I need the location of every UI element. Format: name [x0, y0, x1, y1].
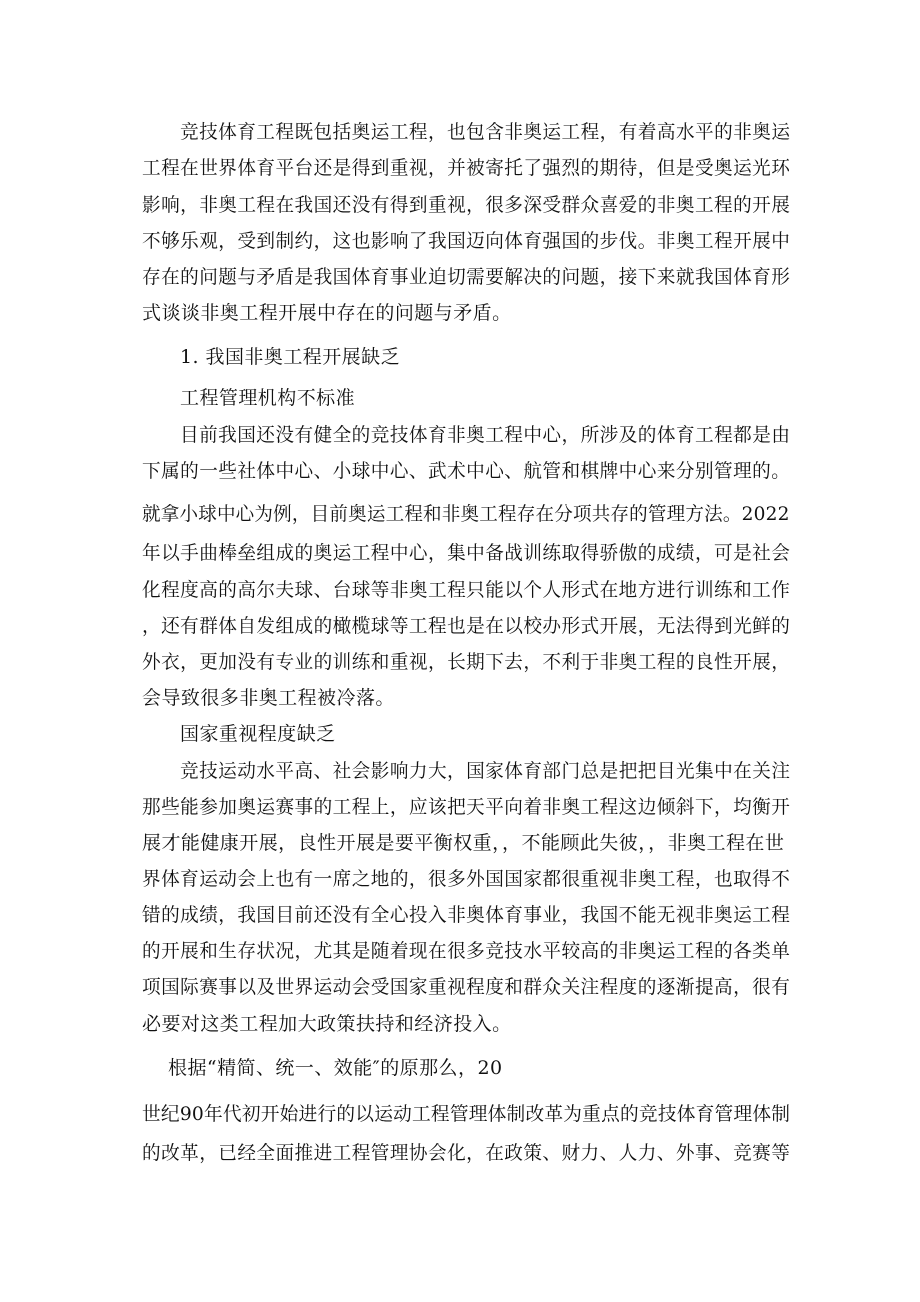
paragraph-2-line-1: 目前我国还没有健全的竞技体育非奥工程中心，所涉及的体育工程都是由 [180, 424, 791, 446]
paragraph-2-line-3: 就拿小球中心为例，目前奥运工程和非奥工程存在分项共存的管理方法。2022 [142, 503, 790, 525]
paragraph-4-line-1: 世纪90年代初开始进行的以运动工程管理体制改革为重点的竞技体育管理体制 [142, 1103, 791, 1125]
paragraph-1-line-2: 工程在世界体育平台还是得到重视，并被寄托了强烈的期待，但是受奥运光环 [142, 157, 791, 179]
paragraph-1-line-3: 影响，非奥工程在我国还没有得到重视，很多深受群众喜爱的非奥工程的开展 [142, 194, 791, 216]
paragraph-3-line-5: 错的成绩，我国目前还没有全心投入非奥体育事业，我国不能无视非奥运工程 [142, 904, 791, 926]
paragraph-1-line-4: 不够乐观，受到制约，这也影响了我国迈向体育强国的步伐。非奥工程开展中 [142, 230, 791, 252]
paragraph-3-line-2: 那些能参加奥运赛事的工程上，应该把天平向着非奥工程这边倾斜下，均衡开 [142, 796, 791, 818]
paragraph-1-line-5: 存在的问题与矛盾是我国体育事业迫切需要解决的问题，接下来就我国体育形 [142, 266, 791, 288]
paragraph-2-line-2: 下属的一些社体中心、小球中心、武术中心、航管和棋牌中心来分别管理的。 [142, 460, 791, 482]
paragraph-3-line-1: 竞技运动水平高、社会影响力大，国家体育部门总是把把目光集中在关注 [180, 760, 791, 782]
paragraph-4-line-2: 的改革，已经全面推进工程管理协会化，在政策、财力、人力、外事、竞赛等 [142, 1142, 791, 1164]
section-heading: 1. 我国非奥工程开展缺乏 [180, 346, 401, 368]
paragraph-2-line-4: 年以手曲棒垒组成的奥运工程中心，集中备战训练取得骄傲的成绩，可是社会 [142, 542, 791, 564]
paragraph-2-line-8: 会导致很多非奥工程被冷落。 [142, 687, 395, 709]
paragraph-3-line-8: 必要对这类工程加大政策扶持和经济投入。 [142, 1013, 512, 1035]
paragraph-3-line-3: 展才能健康开展，良性开展是要平衡权重，，不能顾此失彼，，非奥工程在世 [142, 832, 785, 854]
paragraph-3-line-6: 的开展和生存状况，尤其是随着现在很多竞技水平较高的非奥运工程的各类单 [142, 940, 791, 962]
paragraph-2-line-6: ，还有群体自发组成的橄榄球等工程也是在以校办形式开展，无法得到光鲜的 [142, 615, 791, 637]
paragraph-3-line-7: 项国际赛事以及世界运动会受国家重视程度和群众关注程度的逐渐提高，很有 [142, 976, 791, 998]
paragraph-1-line-6: 式谈谈非奥工程开展中存在的问题与矛盾。 [142, 302, 512, 324]
paragraph-1-line-1: 竞技体育工程既包括奥运工程，也包含非奥运工程，有着高水平的非奥运 [180, 121, 791, 143]
subsection-heading: 工程管理机构不标准 [180, 387, 356, 409]
paragraph-2-line-7: 外衣，更加没有专业的训练和重视，长期下去，不利于非奥工程的良性开展， [142, 651, 791, 673]
paragraph-2-line-5: 化程度高的高尔夫球、台球等非奥工程只能以个人形式在地方进行训练和工作 [142, 579, 791, 601]
paragraph-4-first-line: 根据“精简、统一、效能″的原那么，20 [168, 1057, 503, 1079]
subsection-heading: 国家重视程度缺乏 [180, 723, 336, 745]
paragraph-3-line-4: 界体育运动会上也有一席之地的，很多外国国家都很重视非奥工程，也取得不 [142, 868, 791, 890]
